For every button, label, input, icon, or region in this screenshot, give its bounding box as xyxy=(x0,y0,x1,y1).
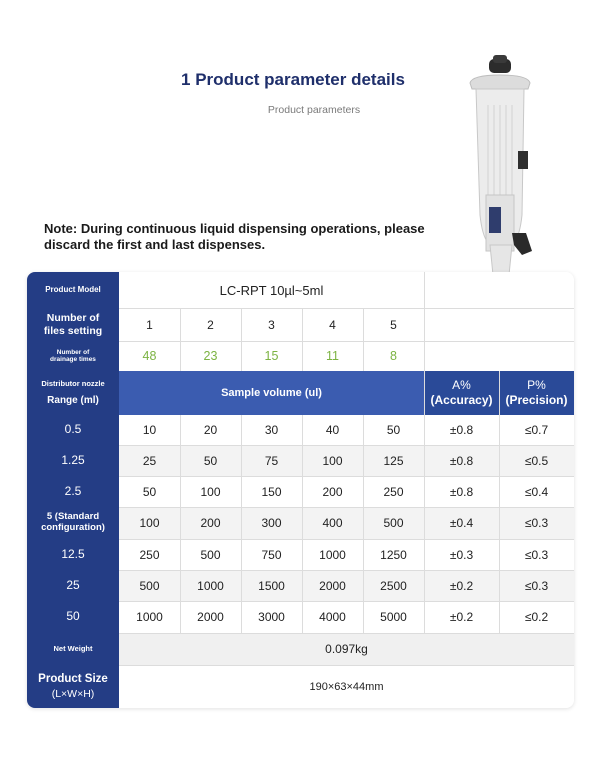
precision-label-1: P% xyxy=(527,378,546,392)
volume-cell: 500 xyxy=(200,547,221,562)
range-header xyxy=(27,371,119,415)
volume-cell: 2000 xyxy=(319,578,346,593)
volume-cell: 40 xyxy=(325,423,340,437)
volume-cell: 750 xyxy=(261,547,282,562)
accuracy-cell: ±0.4 xyxy=(449,516,474,530)
precision-cell: ≤0.4 xyxy=(524,484,549,499)
precision-cell: ≤0.3 xyxy=(524,578,549,593)
drainage-cell: 48 xyxy=(142,349,157,363)
parameter-table xyxy=(27,272,574,708)
page-title: 1 Product parameter details xyxy=(181,70,405,89)
volume-cell: 200 xyxy=(200,516,221,530)
volume-cell: 25 xyxy=(142,453,157,468)
volume-cell: 1000 xyxy=(197,578,224,593)
volume-cell: 75 xyxy=(264,453,279,468)
volume-cell: 1500 xyxy=(258,578,285,593)
volume-cell: 250 xyxy=(383,484,404,499)
volume-cell: 3000 xyxy=(258,610,285,624)
volume-cell: 100 xyxy=(139,516,160,530)
sample-volume-header: Sample volume (ul) xyxy=(221,387,322,399)
range-4: 12.5 xyxy=(61,546,85,561)
accuracy-cell: ±0.8 xyxy=(449,423,474,437)
dispense-note: Note: During continuous liquid dispensing operations, please discard the first and last dispenses. xyxy=(44,221,425,252)
volume-cell: 200 xyxy=(322,484,343,499)
drainage-cell: 11 xyxy=(326,349,339,363)
accuracy-cell: ±0.8 xyxy=(449,453,474,468)
precision-cell: ≤0.3 xyxy=(524,547,549,562)
volume-cell: 100 xyxy=(322,453,343,468)
volume-cell: 50 xyxy=(203,453,218,468)
accuracy-label-1: A% xyxy=(452,378,471,392)
precision-label-2: (Precision) xyxy=(505,393,568,407)
files-setting-cell: 2 xyxy=(207,317,214,332)
volume-cell: 100 xyxy=(200,484,221,499)
accuracy-label-2: (Accuracy) xyxy=(430,393,493,407)
volume-cell: 1000 xyxy=(319,547,346,562)
volume-cell: 4000 xyxy=(319,610,346,624)
volume-cell: 250 xyxy=(139,547,160,562)
page-subtitle: Product parameters xyxy=(267,104,361,116)
accuracy-header xyxy=(424,371,499,415)
volume-cell: 125 xyxy=(383,453,404,468)
nozzle-label: Distributor nozzle xyxy=(41,378,105,388)
range-1: 1.25 xyxy=(61,452,85,467)
product-size-header xyxy=(27,665,119,708)
product-model-label: Product Model xyxy=(45,285,101,295)
volume-cell: 1000 xyxy=(136,610,163,624)
volume-cell: 5000 xyxy=(380,610,407,624)
accuracy-cell: ±0.3 xyxy=(449,547,474,562)
accuracy-cell: ±0.2 xyxy=(449,610,474,624)
volume-cell: 50 xyxy=(142,484,157,499)
drainage-cell: 8 xyxy=(390,349,397,363)
range-2: 2.5 xyxy=(64,483,82,498)
accuracy-cell: ±0.2 xyxy=(449,578,474,593)
range-5: 25 xyxy=(66,577,80,592)
files-setting-cell: 5 xyxy=(390,317,397,332)
files-setting-cell: 4 xyxy=(329,317,336,332)
net-weight-value: 0.097kg xyxy=(325,642,368,656)
range-0: 0.5 xyxy=(64,422,82,437)
precision-cell: ≤0.3 xyxy=(524,516,549,530)
files-setting-cell: 1 xyxy=(146,317,153,332)
files-setting-cell: 3 xyxy=(268,317,275,332)
range-6: 50 xyxy=(66,609,80,624)
range-label: Range (ml) xyxy=(47,394,99,406)
files-setting-label: Number of files setting xyxy=(43,312,103,337)
volume-cell: 150 xyxy=(261,484,282,499)
drainage-label: Number of drainage times xyxy=(50,348,96,363)
drainage-cell: 23 xyxy=(203,349,218,363)
net-weight-label: Net Weight xyxy=(53,643,93,653)
volume-cell: 400 xyxy=(322,516,343,530)
precision-cell: ≤0.5 xyxy=(524,453,549,468)
volume-cell: 20 xyxy=(203,423,218,437)
product-size-value: 190×63×44mm xyxy=(309,680,384,693)
grid-line xyxy=(424,272,425,371)
volume-cell: 2500 xyxy=(380,578,407,593)
volume-cell: 2000 xyxy=(197,610,224,624)
product-model-value: LC-RPT 10µl~5ml xyxy=(219,282,324,298)
drainage-cell: 15 xyxy=(264,349,279,363)
volume-cell: 30 xyxy=(264,423,279,437)
precision-cell: ≤0.2 xyxy=(524,610,549,624)
volume-cell: 500 xyxy=(139,578,160,593)
product-size-label: Product Size xyxy=(38,672,108,685)
volume-cell: 50 xyxy=(386,423,401,437)
volume-cell: 300 xyxy=(261,516,282,530)
precision-header xyxy=(499,371,574,415)
product-size-sub: (L×W×H) xyxy=(51,688,95,701)
range-3: 5 (Standard configuration) xyxy=(41,511,105,533)
volume-cell: 500 xyxy=(383,516,404,530)
volume-cell: 10 xyxy=(142,423,157,437)
accuracy-cell: ±0.8 xyxy=(449,484,474,499)
volume-cell: 1250 xyxy=(380,547,407,562)
precision-cell: ≤0.7 xyxy=(524,423,549,437)
